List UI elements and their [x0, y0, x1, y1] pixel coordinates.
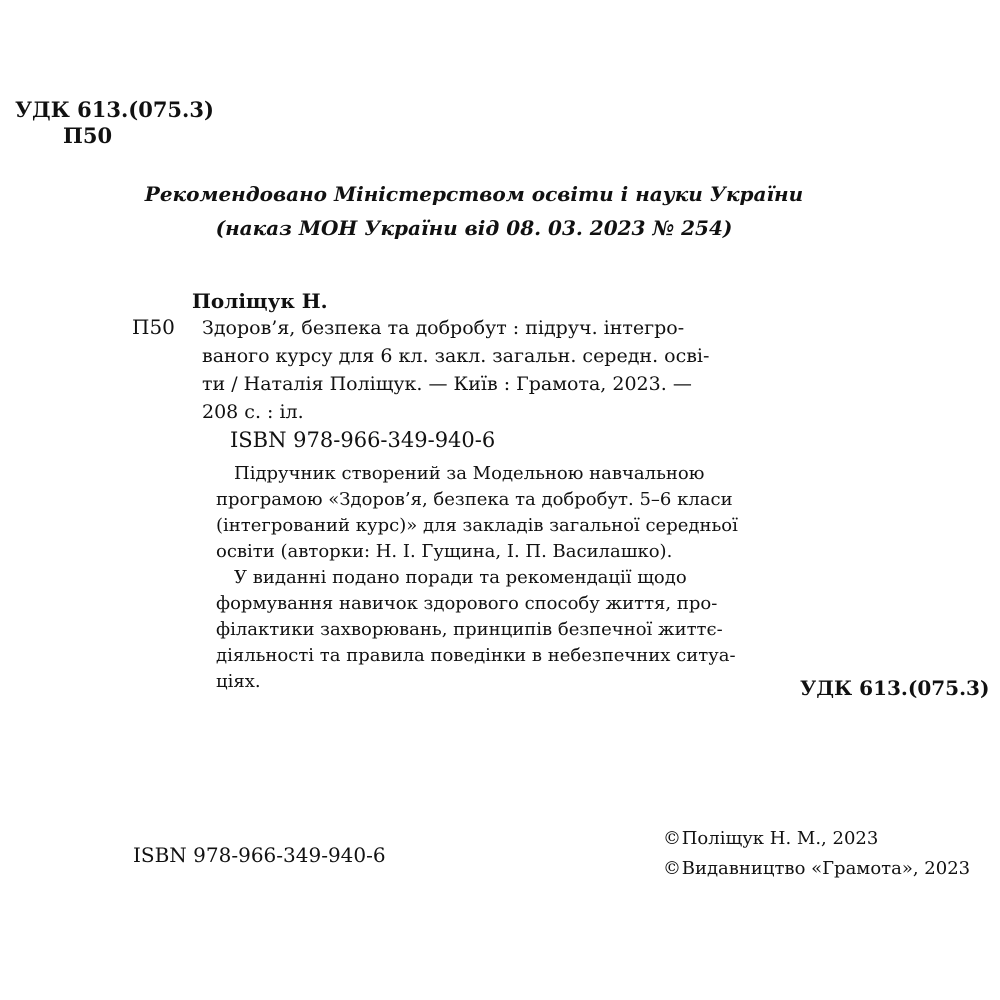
udk-code: УДК 613.(075.3)	[15, 97, 214, 122]
annotation-line: У виданні подано поради та рекомендації щодо	[234, 567, 687, 588]
recommendation-line-1: Рекомендовано Міністерством освіти і науки України	[144, 182, 804, 206]
catalog-code: П50	[63, 123, 113, 148]
copyright-line	[663, 824, 970, 854]
annotation-line: програмою «Здоров’я, безпека та добробут. 5–6 класи	[216, 489, 733, 510]
annotation-line: філактики захворювань, принципів безпечної життє-	[216, 619, 723, 640]
biblio-line: ти / Наталія Поліщук. — Київ : Грамота, 2023. —	[202, 373, 692, 395]
biblio-line: ваного курсу для 6 кл. закл. загальн. середн. осві-	[202, 345, 710, 367]
bibliographic-description	[202, 314, 709, 426]
copyright-line	[663, 854, 970, 884]
catalog-code-left: П50	[132, 315, 175, 339]
annotation-line: формування навичок здорового способу життя, про-	[216, 593, 718, 614]
udk-block	[15, 97, 214, 149]
annotation-line: освіти (авторки: Н. І. Гущина, І. П. Василашко).	[216, 541, 673, 562]
annotation-line: ціях.	[216, 671, 261, 692]
annotation-line: діяльності та правила поведінки в небезпечних ситуа-	[216, 645, 736, 666]
author-heading: Поліщук Н.	[192, 289, 328, 313]
isbn-bottom: ISBN 978-966-349-940-6	[133, 843, 386, 867]
biblio-line: Здоров’я, безпека та добробут : підруч. інтегро-	[202, 317, 685, 339]
annotation-line: (інтегрований курс)» для закладів загальної середньої	[216, 515, 738, 536]
recommendation-line-2: (наказ МОН України від 08. 03. 2023 № 254)	[215, 216, 733, 240]
annotation-line: Підручник створений за Модельною навчальною	[234, 463, 705, 484]
copyright-icon: ©	[663, 828, 681, 849]
copyright-text: Видавництво «Грамота», 2023	[681, 858, 971, 879]
copyright-icon: ©	[663, 858, 681, 879]
recommendation	[0, 177, 900, 245]
udk-right: УДК 613.(075.3)	[800, 676, 990, 700]
biblio-line: 208 с. : іл.	[202, 401, 304, 423]
isbn-main: ISBN 978-966-349-940-6	[230, 428, 496, 452]
copyright-block	[663, 824, 970, 884]
annotation	[216, 461, 738, 695]
copyright-text: Поліщук Н. М., 2023	[681, 828, 879, 849]
